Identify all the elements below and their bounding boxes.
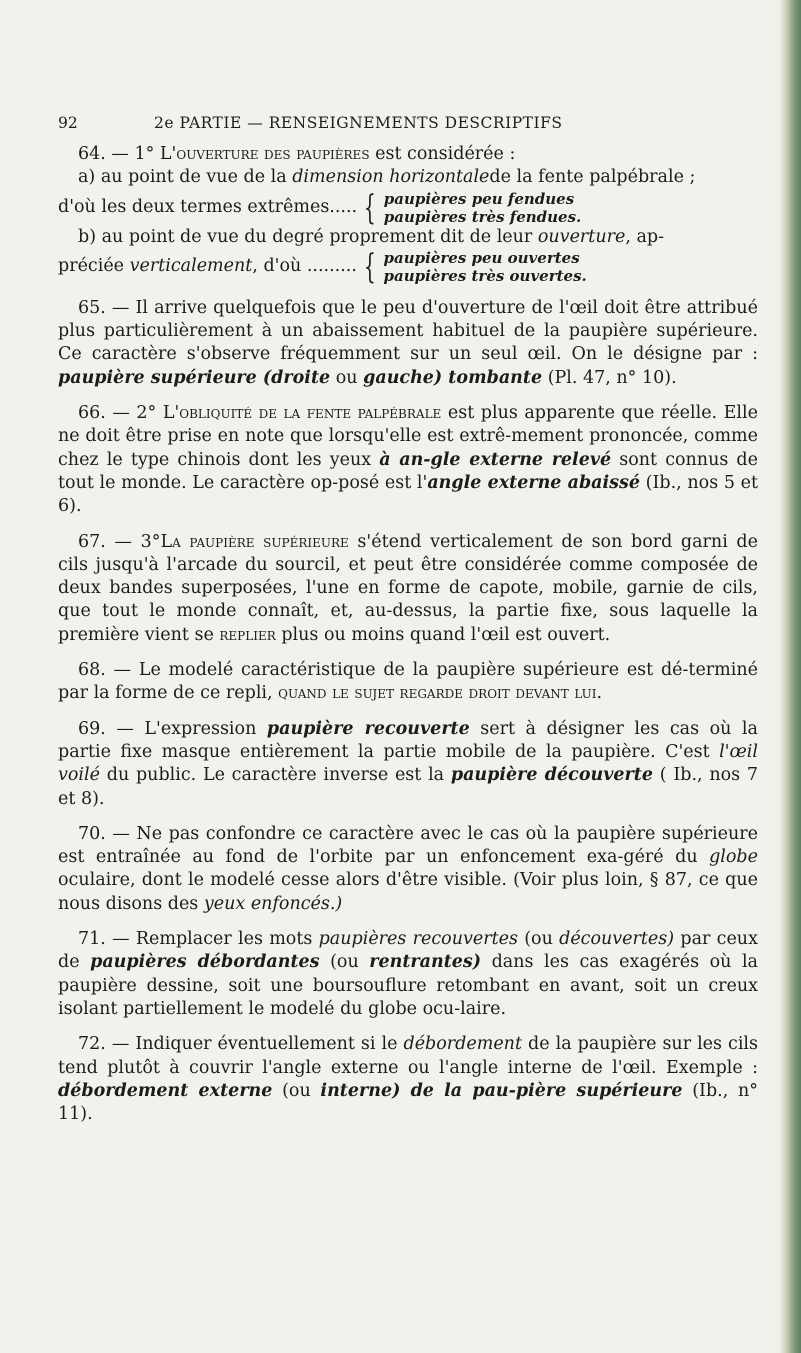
- p69-term-2: paupière découverte: [450, 765, 653, 786]
- p64-a-options: [58, 187, 758, 228]
- running-title: 2e PARTIE — RENSEIGNEMENTS DESCRIPTIFS: [154, 114, 563, 132]
- p65-text: 65. — Il arrive quelquefois que le peu d'ouverture de l'œil doit être attribué plus particulièrement à un abaissement habituel de la paupière supérieure. Ce caractère s'observe fréquemment sur un seul œil. On le désigne par :: [58, 297, 758, 365]
- p65-term-2: gauche) tombante: [363, 367, 543, 388]
- p67-text: s'étend verticalement de son bord garni de cils jusqu'à l'arcade du sourcil, et peut être considérée comme composée de deux bandes superposées, l'une en forme de capote, mobile, garnie de cils, que tout le monde connaît, et, au-dessus, la partie fixe, sous laquelle la première vient se: [58, 531, 758, 645]
- p64-num: 64. — 1°: [78, 144, 155, 164]
- p70-text-2: oculaire, dont le modelé cesse alors d'être visible. (Voir plus loin, § 87, ce que nous disons des: [58, 870, 758, 914]
- p66-ref: (Ib., nos 5 et 6).: [58, 472, 758, 517]
- p72-text-3: (ou: [282, 1080, 311, 1101]
- p66-num: 66. — 2°: [78, 403, 157, 424]
- p72-text: 72. — Indiquer éventuellement si le: [78, 1034, 398, 1055]
- p64-a-option-1: paupières peu fendues: [383, 189, 575, 208]
- p64-b-italic: ouverture: [537, 226, 626, 247]
- p69-text: 69. — L'expression: [78, 718, 257, 739]
- paragraph-66: [58, 402, 758, 518]
- p72-italic: débordement: [403, 1034, 522, 1055]
- p67-text-2: plus ou moins quand l'œil est ouvert.: [281, 624, 611, 645]
- p71-text-4: (ou: [330, 952, 359, 973]
- p64-b-text-2: , ap-: [625, 226, 665, 247]
- running-header: [58, 112, 758, 134]
- p71-term-1: paupières débordantes: [90, 952, 320, 973]
- p68-smallcaps: quand le sujet regarde droit devant lui.: [278, 683, 603, 704]
- p68-text: 68. — Le modelé caractéristique de la paupière supérieure est dé-terminé par la forme de ce repli,: [58, 660, 758, 704]
- p70-italic-2: yeux enfoncés.): [203, 893, 343, 914]
- p64-b-italic-2: verticalement: [129, 256, 253, 277]
- p69-text-3: du public. Le caractère inverse est la: [106, 765, 445, 786]
- paragraph-72: [58, 1033, 758, 1126]
- p72-term-2: interne) de la pau-pière supérieure: [320, 1080, 683, 1101]
- p71-italic: paupières recouvertes: [318, 929, 518, 950]
- p67-title: La paupière supérieure: [160, 531, 349, 552]
- p66-term-1: à an-gle externe relevé: [379, 449, 612, 470]
- p65-text-2: ou: [335, 367, 358, 388]
- p64-text: est considérée :: [375, 144, 516, 164]
- brace-icon: {: [363, 246, 376, 287]
- p72-ref: (Ib., n° 11).: [58, 1080, 758, 1125]
- p64-a-lead: d'où les deux termes extrêmes.....: [58, 196, 358, 217]
- paragraph-67: [58, 531, 758, 647]
- p65-ref: (Pl. 47, n° 10).: [547, 367, 677, 388]
- p67-num: 67. — 3°: [78, 531, 161, 552]
- p64-a-option-2: paupières très fendues.: [383, 207, 582, 226]
- p69-term-1: paupière recouverte: [266, 718, 470, 739]
- p64-a-italic: dimension horizontale: [292, 167, 490, 188]
- p71-text-3: par ceux de: [58, 929, 758, 973]
- p71-text-5: dans les cas exagérés où la paupière dessine, soit une boursouflure retombant en avant, soit un creux isolant partiellement le modelé du globe ocu-laire.: [58, 952, 758, 1019]
- paragraph-71: [58, 928, 758, 1021]
- p69-ref: ( Ib., nos 7 et 8).: [58, 765, 758, 809]
- p70-text: 70. — Ne pas confondre ce caractère avec le cas où la paupière supérieure est entraînée au fond de l'orbite par un enfoncement exa-géré du: [58, 823, 758, 868]
- p64-b-text: b) au point de vue du degré proprement dit de leur: [78, 226, 533, 247]
- p72-term-1: débordement externe: [58, 1080, 273, 1101]
- book-page: [58, 112, 758, 1126]
- p71-term-2: rentrantes): [369, 952, 482, 973]
- p65-term-1: paupière supérieure (droite: [58, 367, 331, 388]
- page-number: 92: [58, 114, 78, 132]
- p66-title: L'obliquité de la fente palpébrale: [162, 403, 442, 424]
- p72-text-2: de la paupière sur les cils tend plutôt à couvrir l'angle externe ou l'angle interne de l'œil. Exemple :: [58, 1034, 759, 1078]
- p69-text-2: sert à désigner les cas où la partie fixe masque entièrement la partie mobile de la paupière. C'est: [58, 718, 758, 762]
- page-edge-shadow: [779, 0, 801, 1353]
- p66-text-2: sont connus de tout le monde. Le caractère op-posé est l': [58, 449, 758, 493]
- p64-title: L'ouverture des paupières: [159, 144, 370, 164]
- paragraph-69: [58, 718, 758, 811]
- brace-icon: {: [363, 187, 376, 228]
- p67-smallcaps: replier: [219, 624, 276, 645]
- p66-term-2: angle externe abaissé: [427, 472, 641, 493]
- p64-a-text-2: de la fente palpébrale ;: [489, 167, 696, 188]
- p66-text: est plus apparente que réelle. Elle ne doit être prise en note que lorsqu'elle est extrê-mement prononcée, comme chez le type chinois dont les yeux: [58, 403, 758, 470]
- p64-a-text: a) au point de vue de la: [78, 167, 287, 188]
- p64-b-text-3: préciée: [58, 256, 125, 277]
- p71-text: 71. — Remplacer les mots: [78, 929, 313, 950]
- p70-italic: globe: [709, 847, 758, 868]
- p64-b-option-1: paupières peu ouvertes: [383, 248, 580, 267]
- paragraph-64: [58, 143, 758, 285]
- p69-italic: l'œil voilé: [58, 741, 758, 786]
- p71-text-2: (ou: [524, 929, 553, 950]
- p64-b-option-2: paupières très ouvertes.: [383, 266, 587, 285]
- paragraph-70: [58, 823, 758, 916]
- paragraph-65: [58, 297, 758, 390]
- p71-italic-2: découvertes): [559, 929, 675, 950]
- p64-b-lead: , d'où .........: [252, 256, 357, 277]
- paragraph-68: [58, 659, 758, 706]
- p64-b-options: [58, 246, 758, 287]
